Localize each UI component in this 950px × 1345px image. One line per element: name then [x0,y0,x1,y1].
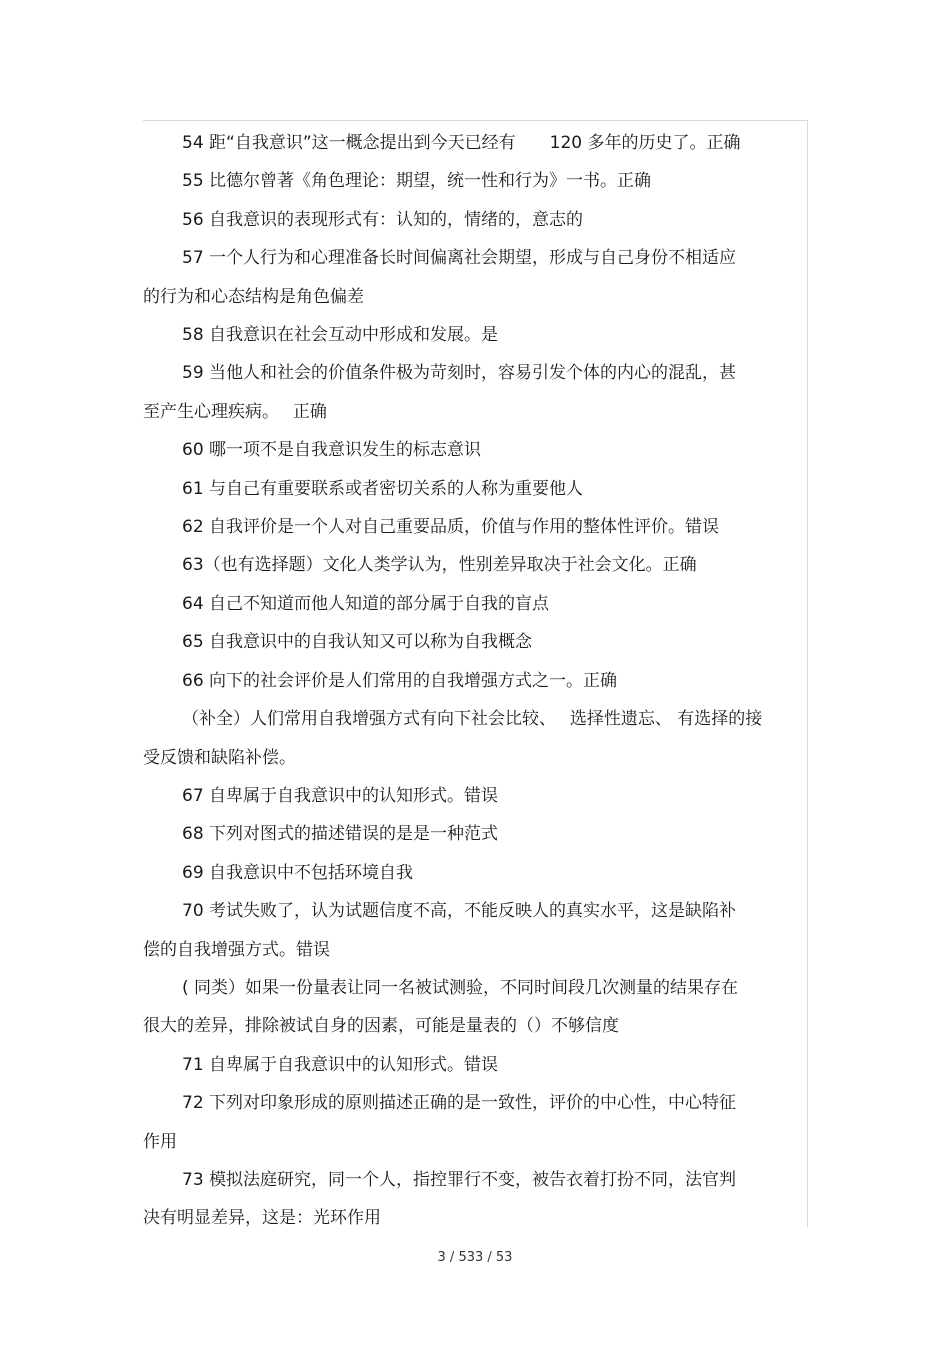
item-continuation-line: 很大的差异，排除被试自身的因素，可能是量表的（）不够信度 [143,1016,619,1037]
question-item [143,431,807,469]
item-first-line: 65 自我意识中的自我认知又可以称为自我概念 [182,632,533,653]
item-first-line: 56 自我意识的表现形式有：认知的，情绪的，意志的 [182,209,584,230]
question-item [143,700,807,777]
question-item [143,239,807,316]
question-item [143,1046,807,1084]
document-body [143,124,807,1238]
question-item [143,470,807,508]
item-continuation-line: 决有明显差异，这是：光环作用 [143,1208,381,1229]
item-continuation-line: 作用 [143,1131,177,1152]
item-continuation-line: 至产生心理疾病。 正确 [143,401,327,422]
item-first-line: 55 比德尔曾著《角色理论：期望，统一性和行为》一书。正确 [182,171,652,192]
item-first-line: 62 自我评价是一个人对自己重要品质，价值与作用的整体性评价。错误 [182,517,720,538]
item-first-line: 68 下列对图式的描述错误的是是一种范式 [182,824,499,845]
question-item [143,777,807,815]
item-continuation-line: 偿的自我增强方式。错误 [143,939,330,960]
item-first-line: 58 自我意识在社会互动中形成和发展。是 [182,325,499,346]
question-item [143,662,807,700]
item-first-line: 59 当他人和社会的价值条件极为苛刻时，容易引发个体的内心的混乱，甚 [182,363,737,384]
question-item [143,1084,807,1161]
item-first-line: 66 向下的社会评价是人们常用的自我增强方式之一。正确 [182,670,618,691]
item-first-line: 67 自卑属于自我意识中的认知形式。错误 [182,785,499,806]
item-first-line: 54 距“自我意识”这一概念提出到今天已经有 120 多年的历史了。正确 [182,133,741,153]
item-first-line: 73 模拟法庭研究，同一个人，指控罪行不变，被告衣着打扮不同，法官判 [182,1169,737,1190]
item-first-line: 71 自卑属于自我意识中的认知形式。错误 [182,1054,499,1075]
question-item [143,623,807,661]
item-first-line: ( 同类）如果一份量表让同一名被试测验，不同时间段几次测量的结果存在 [182,977,739,998]
question-item [143,969,807,1046]
question-item [143,892,807,969]
question-item [143,162,807,200]
question-item [143,1161,807,1238]
item-first-line: 60 哪一项不是自我意识发生的标志意识 [182,440,482,461]
item-first-line: 64 自己不知道而他人知道的部分属于自我的盲点 [182,593,550,614]
item-first-line: 69 自我意识中不包括环境自我 [182,862,414,883]
question-item [143,124,807,162]
question-item [143,546,807,584]
item-first-line: 70 考试失败了，认为试题信度不高，不能反映人的真实水平，这是缺陷补 [182,901,737,922]
item-first-line: 72 下列对印象形成的原则描述正确的是一致性，评价的中心性，中心特征 [182,1093,737,1114]
item-first-line: 63（也有选择题）文化人类学认为，性别差异取决于社会文化。正确 [182,555,697,576]
question-item [143,316,807,354]
question-item [143,854,807,892]
item-first-line: 61 与自己有重要联系或者密切关系的人称为重要他人 [182,478,584,499]
question-item [143,508,807,546]
item-continuation-line: 的行为和心态结构是角色偏差 [143,286,364,307]
question-item [143,201,807,239]
question-item [143,815,807,853]
item-first-line: （补全）人们常用自我增强方式有向下社会比较、 选择性遗忘、 有选择的接 [182,709,763,730]
item-first-line: 57 一个人行为和心理准备长时间偏离社会期望，形成与自己身份不相适应 [182,248,737,269]
item-continuation-line: 受反馈和缺陷补偿。 [143,747,296,768]
page-number: 3 / 533 / 53 [437,1250,513,1265]
question-item [143,354,807,431]
question-item [143,585,807,623]
